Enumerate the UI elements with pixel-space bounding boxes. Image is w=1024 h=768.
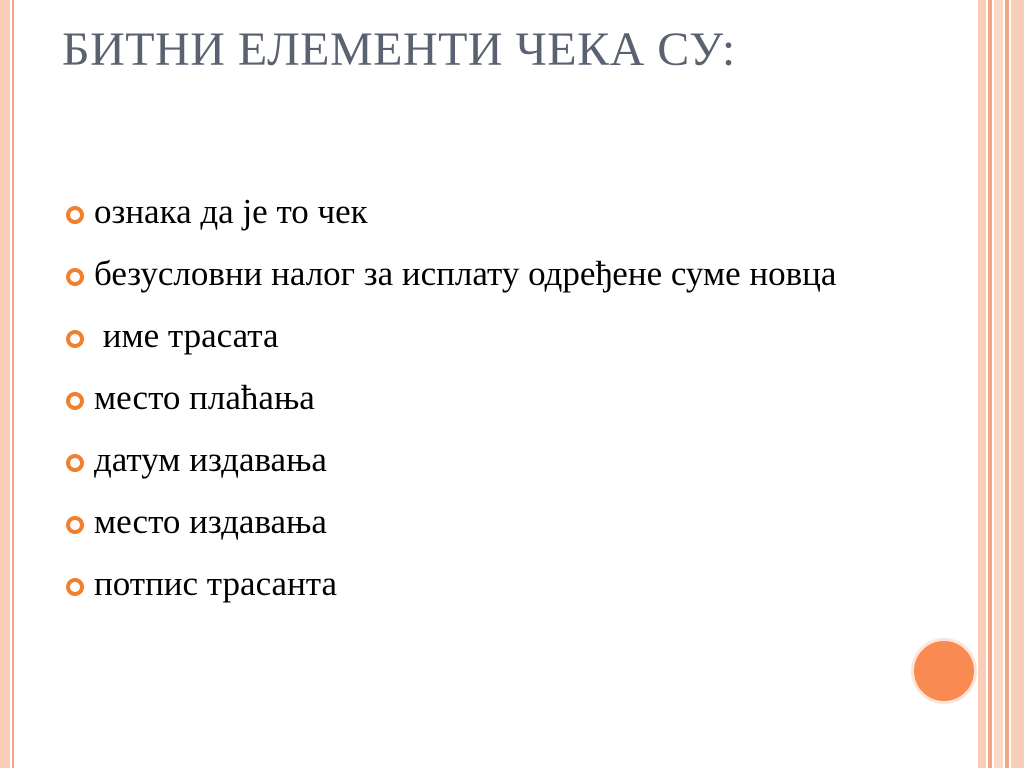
right-decorative-stripes <box>978 0 1024 768</box>
stripe <box>978 0 986 768</box>
bullet-text: место плаћања <box>94 378 315 417</box>
bullet-item <box>64 440 944 480</box>
bullet-text: датум издавања <box>94 440 327 479</box>
orange-circle-icon <box>914 641 974 701</box>
bullet-item <box>64 502 944 542</box>
bullet-item <box>64 378 944 418</box>
ring-bullet-icon <box>66 392 84 410</box>
stripe <box>988 0 992 768</box>
bullet-text: име трасата <box>94 316 279 355</box>
ring-bullet-icon <box>66 578 84 596</box>
bullet-list <box>64 192 944 626</box>
slide-title: БИТНИ ЕЛЕМЕНТИ ЧЕКА СУ: <box>62 23 736 76</box>
bullet-text: место издавања <box>94 502 327 541</box>
left-decorative-strip <box>0 0 10 768</box>
ring-bullet-icon <box>66 206 84 224</box>
bullet-item <box>64 316 944 356</box>
bullet-text: потпис трасанта <box>94 564 338 603</box>
bullet-item <box>64 192 944 232</box>
ring-bullet-icon <box>66 516 84 534</box>
bullet-text: безусловни налог за исплату одређене суме новца <box>94 254 837 293</box>
ring-bullet-icon <box>66 268 84 286</box>
bullet-item <box>64 564 944 604</box>
ring-bullet-icon <box>66 454 84 472</box>
ring-bullet-icon <box>66 330 84 348</box>
stripe <box>1005 0 1009 768</box>
stripe <box>1011 0 1024 768</box>
left-decorative-line <box>12 0 14 768</box>
bullet-text: ознака да је то чек <box>94 192 368 231</box>
stripe <box>994 0 1003 768</box>
bullet-item <box>64 254 944 294</box>
